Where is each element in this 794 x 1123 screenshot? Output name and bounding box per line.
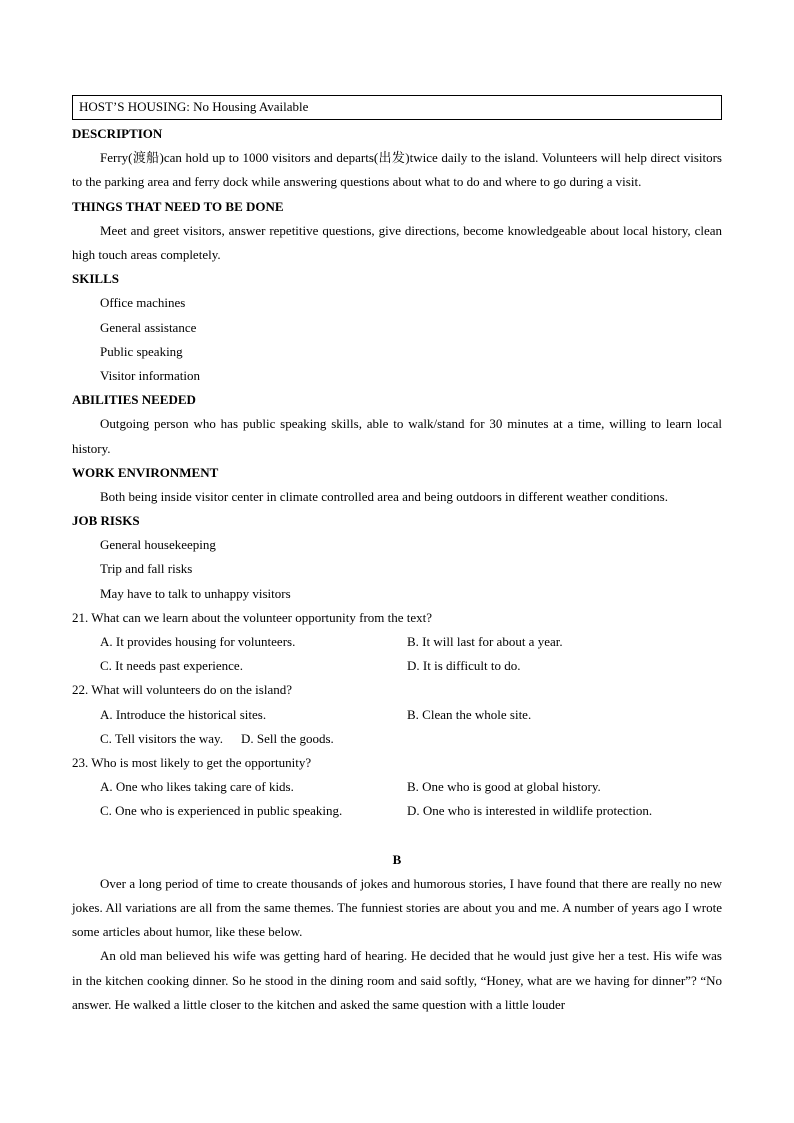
option-row: [72, 630, 722, 654]
abilities-heading: ABILITIES NEEDED: [72, 392, 196, 408]
option-row: [72, 799, 722, 823]
environment-text: Both being inside visitor center in climate controlled area and being outdoors in different weather conditions.: [100, 488, 668, 504]
option-a: A. It provides housing for volunteers.: [100, 634, 296, 650]
option-d: D. Sell the goods.: [240, 730, 334, 746]
passage-b-paragraph-2: An old man believed his wife was getting hard of hearing. He decided that he would just give her a test. His wife was in the kitchen cooking dinner. So he stood in the dining room and said softly, “Honey, what are we having for dinner”? “No answer. He walked a little closer to the kitchen and asked the same question with a little louder: [72, 948, 722, 1012]
option-row: [72, 727, 722, 751]
option-b: B. It will last for about a year.: [407, 634, 563, 650]
document-page: [72, 95, 722, 1017]
question-stem: 23. Who is most likely to get the opportunity?: [72, 754, 312, 770]
option-row: [72, 703, 722, 727]
option-a: A. Introduce the historical sites.: [100, 706, 267, 722]
description-heading: DESCRIPTION: [72, 126, 163, 141]
option-b: B. Clean the whole site.: [407, 706, 532, 722]
spacer: [72, 824, 722, 848]
housing-box: HOST’S HOUSING: No Housing Available: [72, 95, 722, 120]
option-row: [72, 775, 722, 799]
environment-heading: WORK ENVIRONMENT: [72, 464, 219, 480]
description-text: Ferry(渡船)can hold up to 1000 visitors and departs(出发)twice daily to the island. Volunteers will help direct visitors to the parking area and ferry dock while answering questions about what to do and where to go during a visit.: [72, 150, 722, 190]
option-a: A. One who likes taking care of kids.: [100, 779, 294, 795]
skill-item: Office machines: [100, 295, 186, 311]
passage-b-paragraph-1: Over a long period of time to create thousands of jokes and humorous stories, I have found that there are really no new jokes. All variations are all from the same themes. The funniest stories are about you and me. A number of years ago I wrote some articles about humor, like these below.: [72, 875, 722, 940]
skill-item: Public speaking: [100, 343, 183, 359]
option-row: [72, 654, 722, 678]
risks-heading: JOB RISKS: [72, 513, 140, 529]
question-stem: 21. What can we learn about the volunteer opportunity from the text?: [72, 609, 433, 625]
skill-item: General assistance: [100, 319, 197, 335]
option-b: B. One who is good at global history.: [407, 779, 601, 795]
risk-item: Trip and fall risks: [100, 561, 193, 577]
skills-heading: SKILLS: [72, 271, 119, 287]
skill-item: Visitor information: [100, 367, 200, 383]
things-heading: THINGS THAT NEED TO BE DONE: [72, 198, 284, 214]
option-c: C. It needs past experience.: [100, 658, 243, 674]
option-c: C. Tell visitors the way.: [100, 730, 223, 746]
risk-item: May have to talk to unhappy visitors: [100, 585, 291, 601]
question-stem: 22. What will volunteers do on the island?: [72, 682, 292, 698]
abilities-text: Outgoing person who has public speaking skills, able to walk/stand for 30 minutes at a time, willing to learn local history.: [72, 416, 722, 456]
things-text: Meet and greet visitors, answer repetitive questions, give directions, become knowledgeable about local history, clean high touch areas completely.: [72, 222, 722, 262]
option-c: C. One who is experienced in public speaking.: [100, 803, 343, 819]
option-d: D. One who is interested in wildlife protection.: [407, 803, 653, 819]
passage-b-label: B: [392, 851, 402, 867]
risk-item: General housekeeping: [100, 537, 216, 553]
option-d: D. It is difficult to do.: [407, 658, 521, 674]
